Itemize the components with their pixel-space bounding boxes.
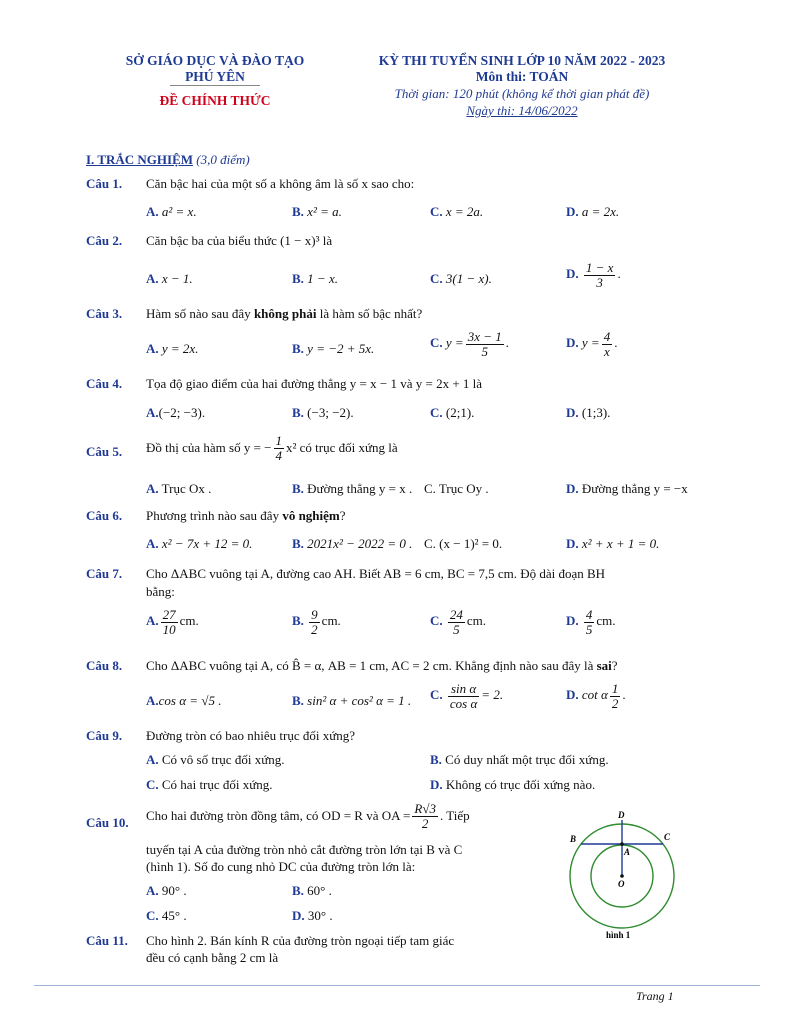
q5-option-a[interactable]: A. Trục Ox .	[146, 481, 212, 496]
official-label: ĐỀ CHÍNH THỨC	[159, 93, 271, 108]
exam-title: KỲ THI TUYỂN SINH LỚP 10 NĂM 2022 - 2023	[378, 53, 666, 68]
q6-option-b[interactable]: B. 2021x² − 2022 = 0 .	[292, 536, 413, 551]
dept-line1: SỞ GIÁO DỤC VÀ ĐÀO TẠO	[125, 53, 305, 68]
section-name: I. TRẮC NGHIỆM	[86, 152, 194, 167]
q9-option-c[interactable]: C. Có hai trục đối xứng.	[146, 777, 273, 792]
page-number: Trang 1	[636, 989, 674, 1003]
dept-line2: PHÚ YÊN	[185, 69, 245, 84]
q11-label: Câu 11.	[86, 933, 128, 948]
q2-option-b[interactable]: B. 1 − x.	[292, 271, 338, 286]
q6-label: Câu 6.	[86, 508, 123, 523]
q2-label: Câu 2.	[86, 233, 123, 248]
q7-option-a[interactable]: A. $\frac{27}{10}$ cm.	[146, 607, 199, 637]
q1-text: Căn bậc hai của một số a không âm là số x sao cho:	[146, 176, 415, 191]
q10-option-a[interactable]: A. 90° .	[146, 883, 187, 898]
q4-option-d[interactable]: D. (1;3).	[566, 405, 611, 420]
q4-label: Câu 4.	[86, 376, 123, 391]
q1-option-b[interactable]: B. x² = a.	[292, 204, 342, 219]
q2-option-d[interactable]: D. $\frac{1 - x}{3}$ .	[566, 260, 621, 290]
q3-option-b[interactable]: B. y = −2 + 5x.	[292, 341, 375, 356]
label-c: C	[664, 832, 671, 842]
q5-option-d[interactable]: D. Đường thẳng y = −x	[566, 481, 688, 496]
q10-text: Cho hai đường tròn đồng tâm, có OD = R và OA = $\frac{R√3}{2}$ . Tiếp	[146, 801, 470, 831]
q3-option-d[interactable]: D. y = $\frac{4}{x}$ .	[566, 329, 618, 359]
q3-option-a[interactable]: A. y = 2x.	[146, 341, 199, 356]
q11-text2: đều có cạnh bằng 2 cm là	[146, 950, 279, 965]
q7-label: Câu 7.	[86, 566, 123, 581]
q2-option-c[interactable]: C. 3(1 − x).	[430, 271, 492, 286]
q9-option-d[interactable]: D. Không có trục đối xứng nào.	[430, 777, 596, 792]
q9-label: Câu 9.	[86, 728, 123, 743]
q4-option-b[interactable]: B. (−3; −2).	[292, 405, 354, 420]
label-b: B	[570, 834, 577, 844]
section-title	[86, 152, 250, 168]
q3-option-c[interactable]: C. y = $\frac{3x - 1}{5}$ .	[430, 329, 509, 359]
q5-option-c[interactable]: C. Trục Oy .	[424, 481, 489, 496]
exam-date: Ngày thi: 14/06/2022	[466, 103, 578, 118]
q10-text2: tuyến tại A của đường tròn nhỏ cắt đường tròn lớn tại B và C	[146, 842, 463, 857]
q9-text: Đường tròn có bao nhiêu trục đối xứng?	[146, 728, 356, 743]
q10-option-d[interactable]: D. 30° .	[292, 908, 333, 923]
label-a: A	[624, 847, 631, 857]
point-o	[620, 874, 624, 878]
footer-rule	[34, 985, 760, 986]
q1-label: Câu 1.	[86, 176, 123, 191]
q7-option-d[interactable]: D. $\frac{4}{5}$ cm.	[566, 607, 616, 637]
q7-option-c[interactable]: C. $\frac{24}{5}$ cm.	[430, 607, 487, 637]
q7-text2: bằng:	[146, 584, 175, 599]
q3-text: Hàm số nào sau đây không phải là hàm số bậc nhất?	[146, 306, 423, 321]
q2-option-a[interactable]: A. x − 1.	[146, 271, 193, 286]
q10-option-c[interactable]: C. 45° .	[146, 908, 187, 923]
q4-option-a[interactable]: A.(−2; −3).	[146, 405, 206, 420]
q5-option-b[interactable]: B. Đường thẳng y = x .	[292, 481, 413, 496]
q5-text: Đồ thị của hàm số y = − $\frac{1}{4}$ x² có trục đối xứng là	[146, 433, 398, 463]
q5-label: Câu 5.	[86, 444, 123, 459]
q2-text: Căn bậc ba của biểu thức (1 − x)³ là	[146, 233, 333, 248]
q4-option-c[interactable]: C. (2;1).	[430, 405, 475, 420]
q8-option-c[interactable]: C. $\frac{\text{sin α}}{\text{cos α}}$ = 2.	[430, 681, 504, 711]
label-d: D	[618, 810, 625, 820]
q6-option-c[interactable]: C. (x − 1)² = 0.	[424, 536, 503, 551]
q7-option-b[interactable]: B. $\frac{9}{2}$ cm.	[292, 607, 341, 637]
q8-option-d[interactable]: D. cot α $\frac{1}{2}$ .	[566, 681, 626, 711]
q9-option-b[interactable]: B. Có duy nhất một trục đối xứng.	[430, 752, 609, 767]
q3-label: Câu 3.	[86, 306, 123, 321]
dept-underline	[170, 85, 260, 86]
q10-label: Câu 10.	[86, 815, 129, 830]
section-points: (3,0 điểm)	[196, 152, 250, 167]
q8-option-b[interactable]: B. sin² α + cos² α = 1 .	[292, 693, 412, 708]
label-o: O	[618, 879, 625, 889]
q9-option-a[interactable]: A. Có vô số trục đối xứng.	[146, 752, 285, 767]
q7-text: Cho ΔABC vuông tại A, đường cao AH. Biết AB = 6 cm, BC = 7,5 cm. Độ dài đoạn BH	[146, 566, 606, 581]
q10-option-b[interactable]: B. 60° .	[292, 883, 332, 898]
q6-text: Phương trình nào sau đây vô nghiệm?	[146, 508, 346, 523]
figure-1-concentric-circles	[560, 808, 690, 948]
q1-option-a[interactable]: A. a² = x.	[146, 204, 197, 219]
q6-option-d[interactable]: D. x² + x + 1 = 0.	[566, 536, 660, 551]
q8-label: Câu 8.	[86, 658, 123, 673]
q1-option-d[interactable]: D. a = 2x.	[566, 204, 620, 219]
q1-option-c[interactable]: C. x = 2a.	[430, 204, 484, 219]
q4-text: Tọa độ giao điểm của hai đường thẳng y = x − 1 và y = 2x + 1 là	[146, 376, 483, 391]
q8-text: Cho ΔABC vuông tại A, có B̂ = α, AB = 1 cm, AC = 2 cm. Khẳng định nào sau đây là sai?	[146, 658, 618, 673]
exam-subject: Môn thi: TOÁN	[475, 69, 569, 84]
q6-option-a[interactable]: A. x² − 7x + 12 = 0.	[146, 536, 253, 551]
q11-text: Cho hình 2. Bán kính R của đường tròn ngoại tiếp tam giác	[146, 933, 455, 948]
q8-option-a[interactable]: A.cos α = √5 .	[146, 693, 222, 708]
figure-caption: hình 1	[606, 930, 631, 940]
point-a	[620, 842, 624, 846]
exam-time: Thời gian: 120 phút (không kể thời gian phát đề)	[394, 86, 650, 101]
q10-text3: (hình 1). Số đo cung nhỏ DC của đường tròn lớn là:	[146, 859, 416, 874]
